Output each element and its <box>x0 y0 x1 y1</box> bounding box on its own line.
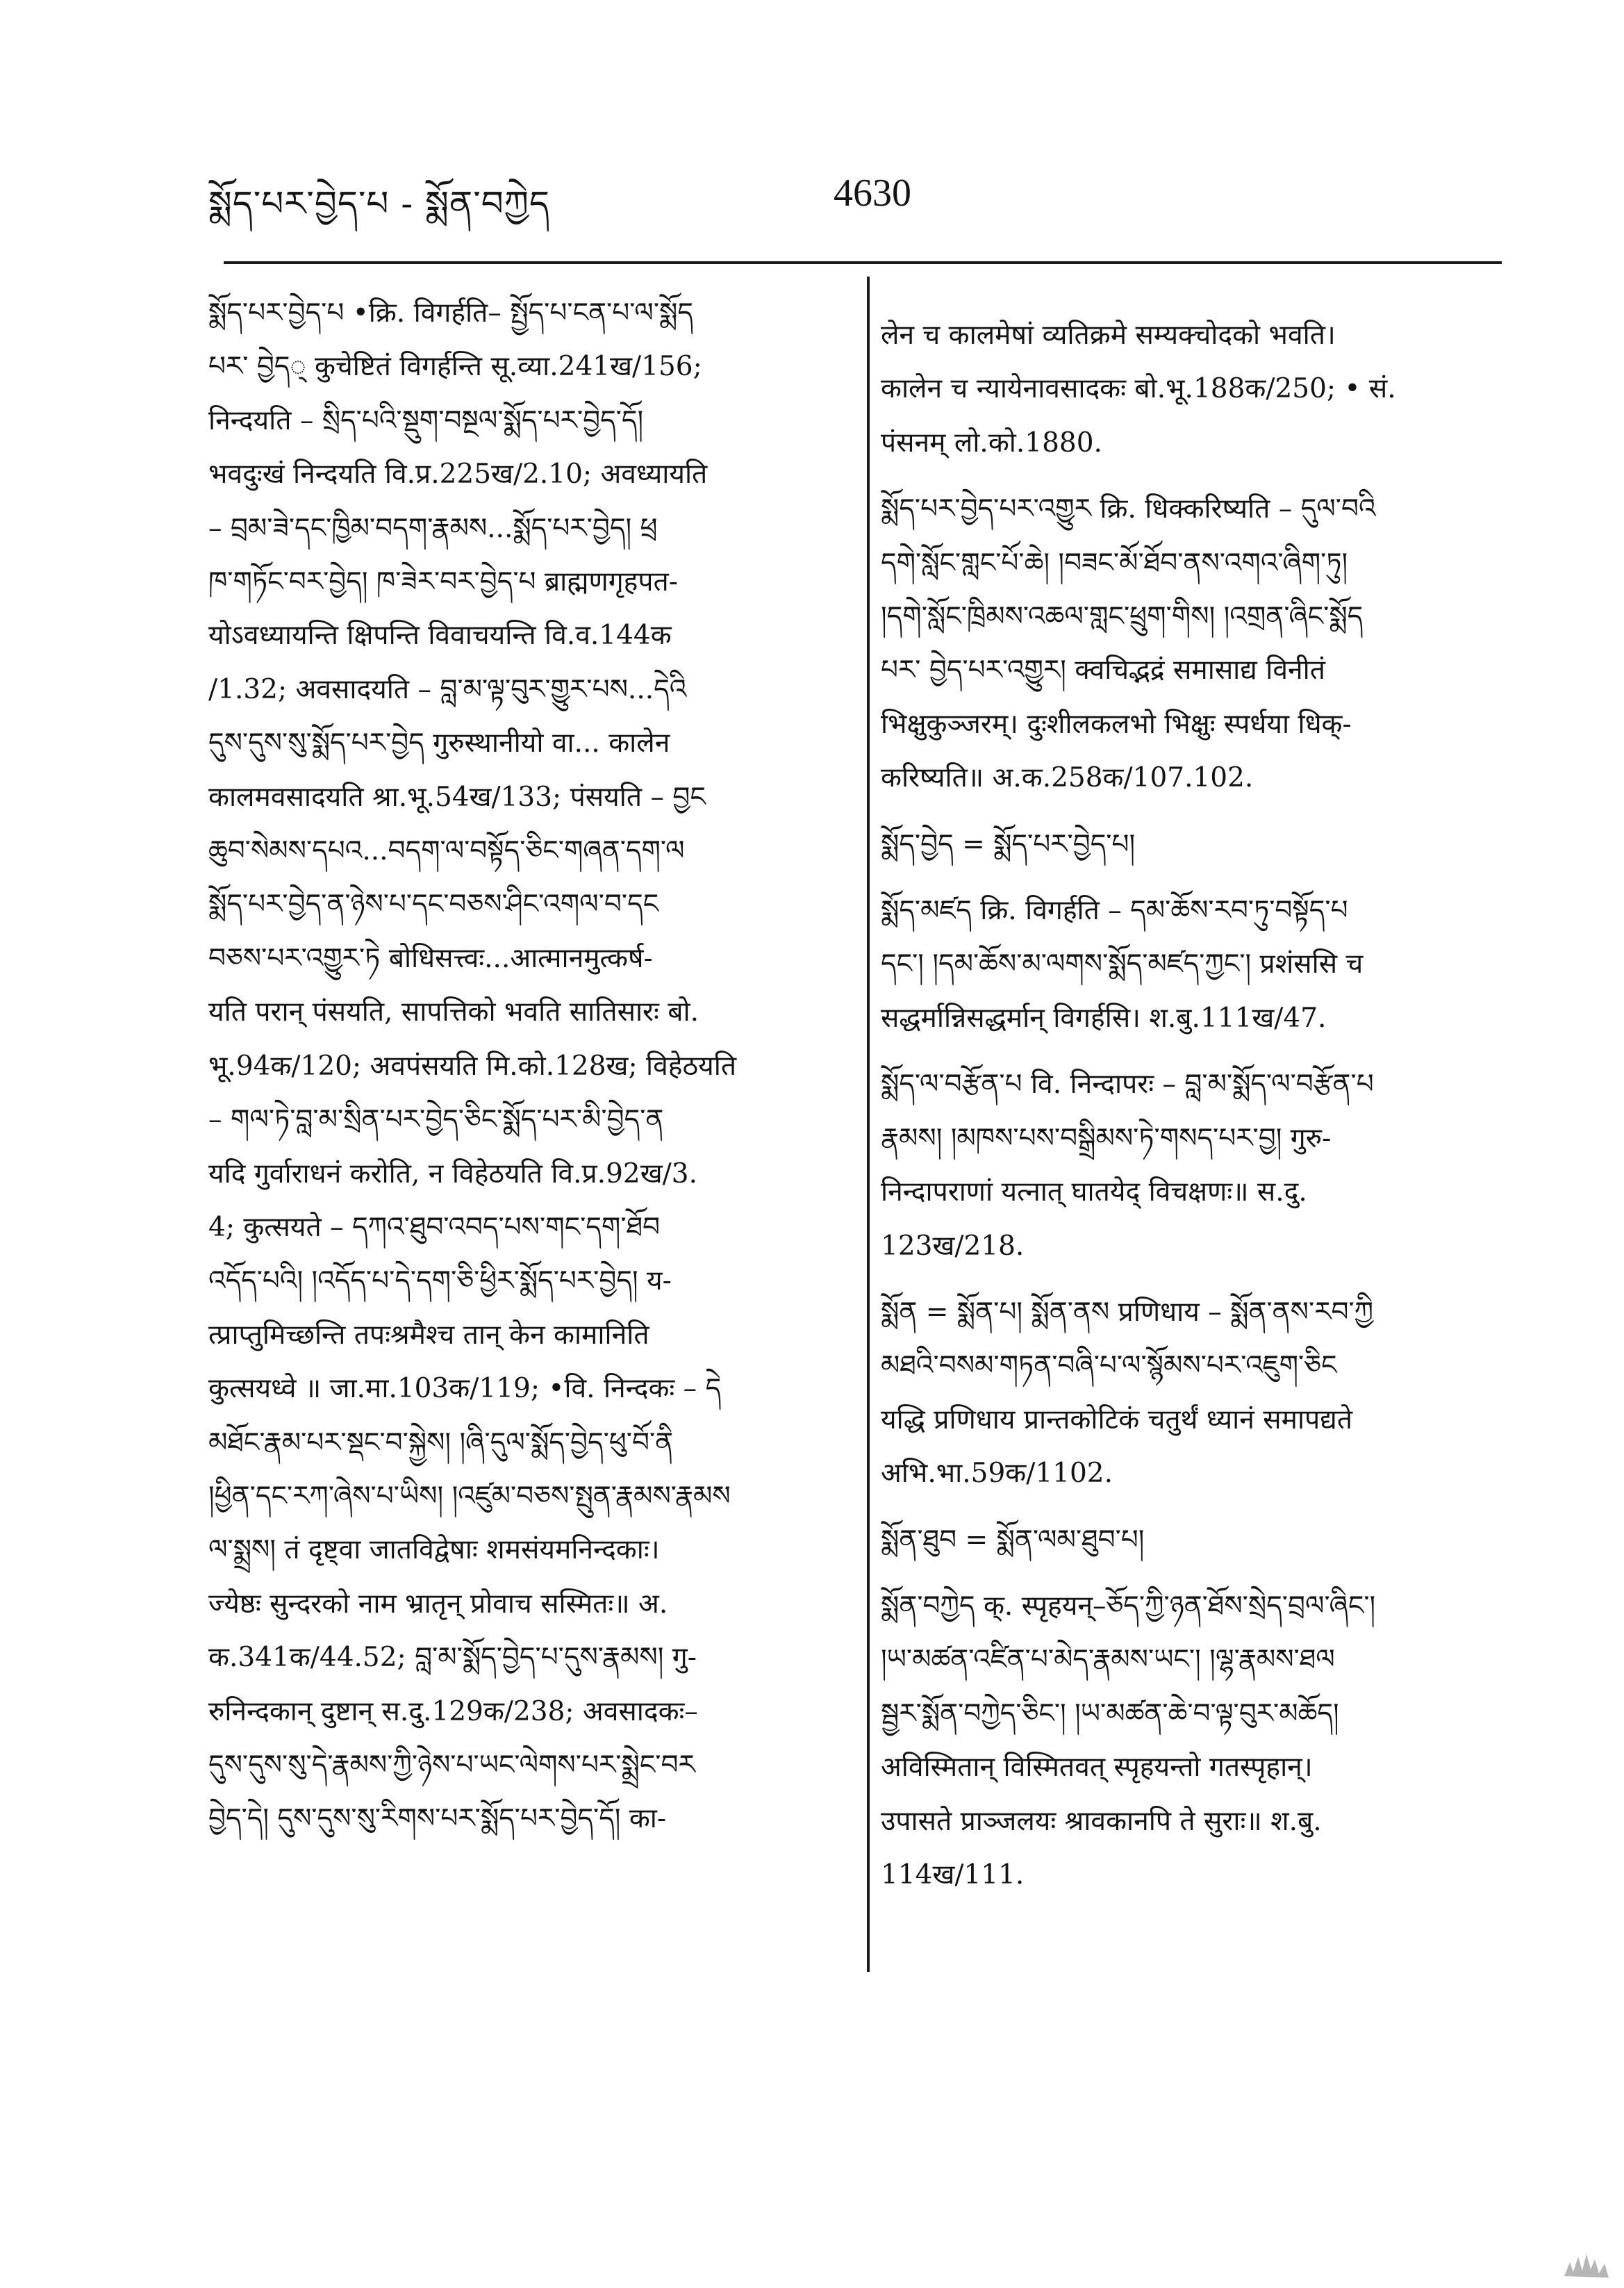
text-line: སྨོད་ལ་བརྩོན་པ वि. निन्दापरः – བླ་མ་སྨོད་ལ་བརྩོན་པ <box>881 1069 1374 1101</box>
text-line: भिक्षुकुञ्जरम्। दुःशीलकलभो भिक्षुः स्पर्धया धिक्- <box>881 708 1352 740</box>
text-line: यदि गुर्वाराधनं करोति, न विहेठयति वि.प्र.92ख/3. <box>208 1158 697 1190</box>
dictionary-entry <box>881 1513 1506 1567</box>
text-line: །དགེ་སློང་ཁྲིམས་འཆལ་གླང་ཕྲུག་གིས། །འགྲན་ཞིང་སྨོད <box>881 601 1364 633</box>
text-line: །ཡ་མཚན་འཛིན་པ་མེད་རྣམས་ཡང་། །ལྷ་རྣམས་ཐལ <box>881 1644 1335 1676</box>
text-line: སྨོད་པར་བྱེད་པ •क्रि. विगर्हति– སྤྱོད་པ་ངན་པ་ལ་སྨོད <box>208 297 693 329</box>
scan-speckle-mark <box>1550 2214 1620 2283</box>
text-line: པར་ བྱེད् कुचेष्टितं विगर्हन्ति सू.व्या.241ख/156; <box>208 351 702 383</box>
text-line: कालमवसादयति श्रा.भू.54ख/133; पंसयति – བྱང <box>208 781 706 813</box>
text-line: अभि.भा.59क/1102. <box>881 1458 1113 1490</box>
text-line: 123ख/218. <box>881 1230 1025 1262</box>
text-line: कालेन च न्यायेनावसादकः बो.भू.188क/250; • सं. <box>881 373 1396 405</box>
header-rule <box>224 261 1502 264</box>
text-line: करिष्यति॥ अ.क.258क/107.102. <box>881 762 1254 794</box>
right-column <box>881 308 1506 1914</box>
text-line: འདོད་པའི། །འདོད་པ་དེ་དག་ཅི་ཕྱིར་སྨོད་པར་བྱེད། य- <box>208 1265 672 1297</box>
page-number: 4630 <box>834 172 911 215</box>
text-line: མཐོང་རྣམ་པར་སྡང་བ་སྐྱེས། །ཞི་དུལ་སྨོད་བྱེད་ཕུ་བོ་ནི <box>208 1426 674 1458</box>
text-line: रुनिन्दकान् दुष्टान् स.दु.129क/238; अवसादकः– <box>208 1695 698 1727</box>
text-line: རྣམས། །མཁས་པས་བསྒྲིམས་ཏེ་གསད་པར་བྱ། गुरु- <box>881 1122 1332 1154</box>
dictionary-entry <box>881 884 1506 1045</box>
text-line: कुत्सयध्वे ॥ जा.मा.103क/119; •वि. निन्दकः – དེ <box>208 1373 722 1405</box>
text-line: यति परान् पंसयति, सापत्तिको भवति सातिसारः बो. <box>208 996 699 1028</box>
dictionary-entry <box>881 1579 1506 1902</box>
text-line: उपासते प्राञ्जलयः श्रावकानपि ते सुराः॥ श.बु. <box>881 1805 1322 1837</box>
running-head: སྨོད་པར་བྱེད་པ - སྨོན་བཀྱེད <box>208 183 550 224</box>
text-line: ཆུབ་སེམས་དཔའ...བདག་ལ་བསྟོད་ཅིང་གཞན་དག་ལ <box>208 835 685 867</box>
text-line: སྨོད་བྱེད = སྨོད་པར་བྱེད་པ། <box>881 828 1136 860</box>
text-line: དུས་དུས་སུ་སྨོད་པར་བྱེད गुरुस्थानीयो वा... कालेन <box>208 727 670 759</box>
text-line: བྱེད་དེ། དུས་དུས་སུ་རིགས་པར་སྨོད་པར་བྱེད་དོ། का- <box>208 1803 667 1835</box>
text-line: སྨོན་ཐུབ = སྨོན་ལམ་ཐུབ་པ། <box>881 1524 1145 1556</box>
text-line: निन्दापराणां यत्नात् घातयेद् विचक्षणः॥ स.दु. <box>881 1176 1307 1208</box>
column-divider <box>867 277 870 1972</box>
text-line: /1.32; अवसादयति – བླ་མ་ལྟ་བུར་གྱུར་པས...དེའི <box>208 673 687 705</box>
left-column <box>208 286 840 1846</box>
dictionary-entry <box>881 1285 1506 1501</box>
text-line: སྨོད་མཛད क्रि. विगर्हति – དམ་ཆོས་རབ་ཏུ་བསྟོད་པ <box>881 895 1348 927</box>
text-line: योऽवध्यायन्ति क्षिपन्ति विवाचयन्ति वि.व.144क <box>208 620 672 652</box>
text-line: ལ་སྨྲས། तं दृष्ट्वा जातविद्वेषाः शमसंयमनिन्दकाः। <box>208 1534 660 1566</box>
text-line: སྦྱར་སྨོན་བཀྱེད་ཅིང་། །ཡ་མཚན་ཆེ་བ་ལྟ་བུར་མཆོད། <box>881 1697 1339 1729</box>
text-line: भवदुःखं निन्दयति वि.प्र.225ख/2.10; अवध्यायति <box>208 459 708 491</box>
dictionary-entry <box>881 818 1506 871</box>
text-line: निन्दयति – སྲིད་པའི་སྡུག་བསྔལ་སྨོད་པར་བྱེད་དོ། <box>208 404 644 436</box>
text-line: ज्येष्ठः सुन्दरको नाम भ्रातृन् प्रोवाच सस्मितः॥ अ. <box>208 1588 668 1620</box>
text-line: क.341क/44.52; བླ་མ་སྨོད་བྱེད་པ་དུས་རྣམས། गु- <box>208 1642 697 1674</box>
text-line: यद्धि प्रणिधाय प्रान्तकोटिकं चतुर्थं ध्यानं समापद्यते <box>881 1404 1353 1435</box>
dictionary-entry <box>881 482 1506 805</box>
text-line: །ཕྱིན་དང་རཀ་ཞེས་པ་ཡིས། །འཛུམ་བཅས་སྤུན་རྣམས་རྣམས <box>208 1480 731 1512</box>
text-line: དུས་དུས་སུ་དེ་རྣམས་ཀྱི་ཉེས་པ་ཡང་ལེགས་པར་སྨྲེང་བར <box>208 1749 695 1781</box>
text-line: པར་ བྱེད་པར་འགྱུར། क्वचिद्भद्रं समासाद्य विनीतं <box>881 655 1326 686</box>
text-line: དང་། །དམ་ཆོས་མ་ལགས་སྨོད་མཛད་ཀྱང་། प्रशंससि च <box>881 948 1364 980</box>
text-line: अविस्मितान् विस्मितवत् स्पृहयन्तो गतस्पृहान्। <box>881 1752 1313 1784</box>
text-line: सद्धर्मान्निसद्धर्मान् विगर्हसि। श.बु.111ख/47. <box>881 1002 1327 1034</box>
text-line: पंसनम् लो.को.1880. <box>881 427 1102 459</box>
text-line: 4; कुत्सयते – དཀའ་ཐུབ་འབད་པས་གང་དག་ཐོབ <box>208 1211 661 1243</box>
text-line: 114ख/111. <box>881 1859 1025 1891</box>
text-line: – གལ་ཏེ་བླ་མ་སྲིན་པར་བྱེད་ཅིང་སྨོད་པར་མི་བྱེད་ན <box>208 1104 664 1136</box>
text-line: བཅས་པར་འགྱུར་ཏེ बोधिसत्त्वः...आत्मानमुत्कर्ष- <box>208 942 653 974</box>
dictionary-entry <box>881 1057 1506 1273</box>
text-line: ཁ་གཏོང་བར་བྱེད། ཁ་ཟེར་བར་བྱེད་པ ब्राह्मणगृहपत- <box>208 566 678 598</box>
text-line: སྨོད་པར་བྱེད་པར་འགྱུར क्रि. धिक्करिष्यति – དུལ་བའི <box>881 493 1376 525</box>
text-line: མཐའི་བསམ་གཏན་བཞི་པ་ལ་སྙོམས་པར་འཇུག་ཅིང <box>881 1350 1337 1382</box>
dictionary-entry <box>881 308 1506 470</box>
text-line: སྨོན་བཀྱེད क्. स्पृहयन्–ཅོད་ཀྱི་ཉན་ཐོས་སྲེད་བྲལ་ཞིང་། <box>881 1590 1376 1622</box>
text-line: – བྲམ་ཟེ་དང་ཁྱིམ་བདག་རྣམས...སྨོད་པར་བྱེད། ཕྲ <box>208 512 658 544</box>
text-line: དགེ་སློང་གླང་པོ་ཆེ། །བཟང་མོ་ཐོབ་ནས་འགའ་ཞིག་ཏུ། <box>881 547 1348 579</box>
text-line: སྨོན = སྨོན་པ། སྨོན་ནས प्रणिधाय – སྨོན་ནས་རབ་ཀྱི <box>881 1296 1374 1328</box>
text-line: भू.94क/120; अवपंसयति मि.को.128ख; विहेठयति <box>208 1050 737 1082</box>
text-line: त्प्राप्तुमिच्छन्ति तपःश्रमैश्च तान् केन कामानिति <box>208 1319 649 1351</box>
text-line: སྨོད་པར་བྱེད་ན་ཉེས་པ་དང་བཅས་ཤིང་འགལ་བ་དང <box>208 889 659 921</box>
text-line: लेन च कालमेषां व्यतिक्रमे सम्यक्चोदको भवति। <box>881 320 1336 351</box>
